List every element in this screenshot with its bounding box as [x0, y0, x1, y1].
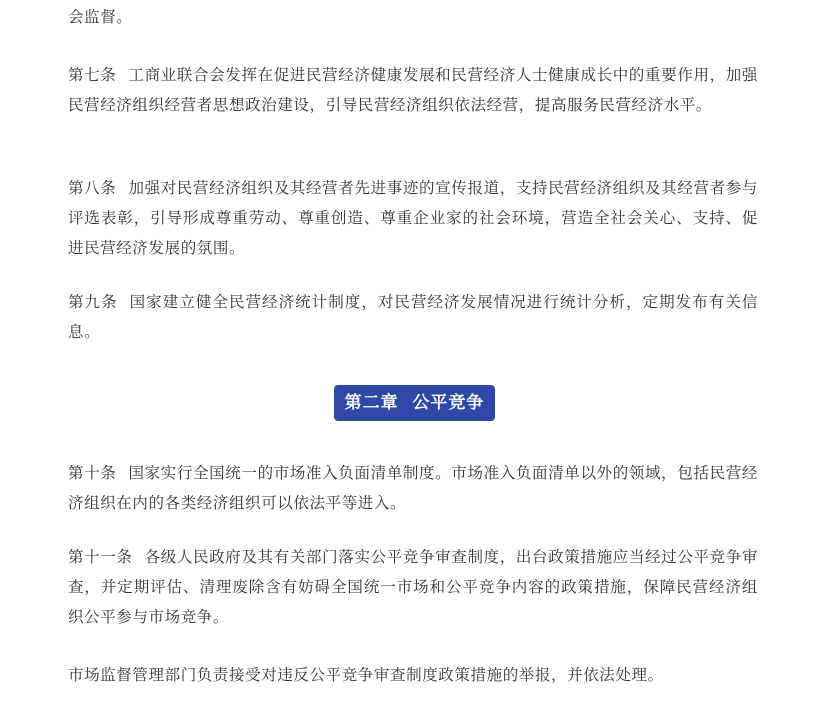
chapter-heading-wrapper [0, 385, 829, 421]
article-number: 第十一条 [68, 548, 133, 566]
chapter-heading: 第二章 公平竞争 [334, 385, 496, 421]
paragraph-supervision [68, 660, 758, 690]
paragraph-text: 工商业联合会发挥在促进民营经济健康发展和民营经济人士健康成长中的重要作用，加强民营经济组织经营者思想政治建设，引导民营经济组织依法经营，提高服务民营经济水平。 [68, 66, 758, 114]
paragraph-text: 国家建立健全民营经济统计制度，对民营经济发展情况进行统计分析，定期发布有关信息。 [68, 293, 758, 341]
article-number: 第十条 [68, 464, 117, 482]
article-7 [68, 60, 758, 120]
article-number: 第七条 [68, 66, 117, 84]
article-9 [68, 287, 758, 347]
paragraph-text: 各级人民政府及其有关部门落实公平竞争审查制度，出台政策措施应当经过公平竞争审查，并定期评估、清理废除含有妨碍全国统一市场和公平竞争内容的政策措施，保障民营经济组织公平参与市场竞争。 [68, 548, 758, 626]
paragraph-text: 市场监督管理部门负责接受对违反公平竞争审查制度政策措施的举报，并依法处理。 [68, 666, 664, 684]
article-number: 第八条 [68, 179, 117, 197]
paragraph-continued [68, 2, 758, 32]
article-8 [68, 173, 758, 263]
article-10 [68, 458, 758, 518]
paragraph-text: 会监督。 [68, 8, 133, 26]
article-11 [68, 542, 758, 632]
paragraph-text: 国家实行全国统一的市场准入负面清单制度。市场准入负面清单以外的领域，包括民营经济组织在内的各类经济组织可以依法平等进入。 [68, 464, 758, 512]
article-number: 第九条 [68, 293, 118, 311]
paragraph-text: 加强对民营经济组织及其经营者先进事迹的宣传报道，支持民营经济组织及其经营者参与评选表彰，引导形成尊重劳动、尊重创造、尊重企业家的社会环境，营造全社会关心、支持、促进民营经济发展的氛围。 [68, 179, 758, 257]
